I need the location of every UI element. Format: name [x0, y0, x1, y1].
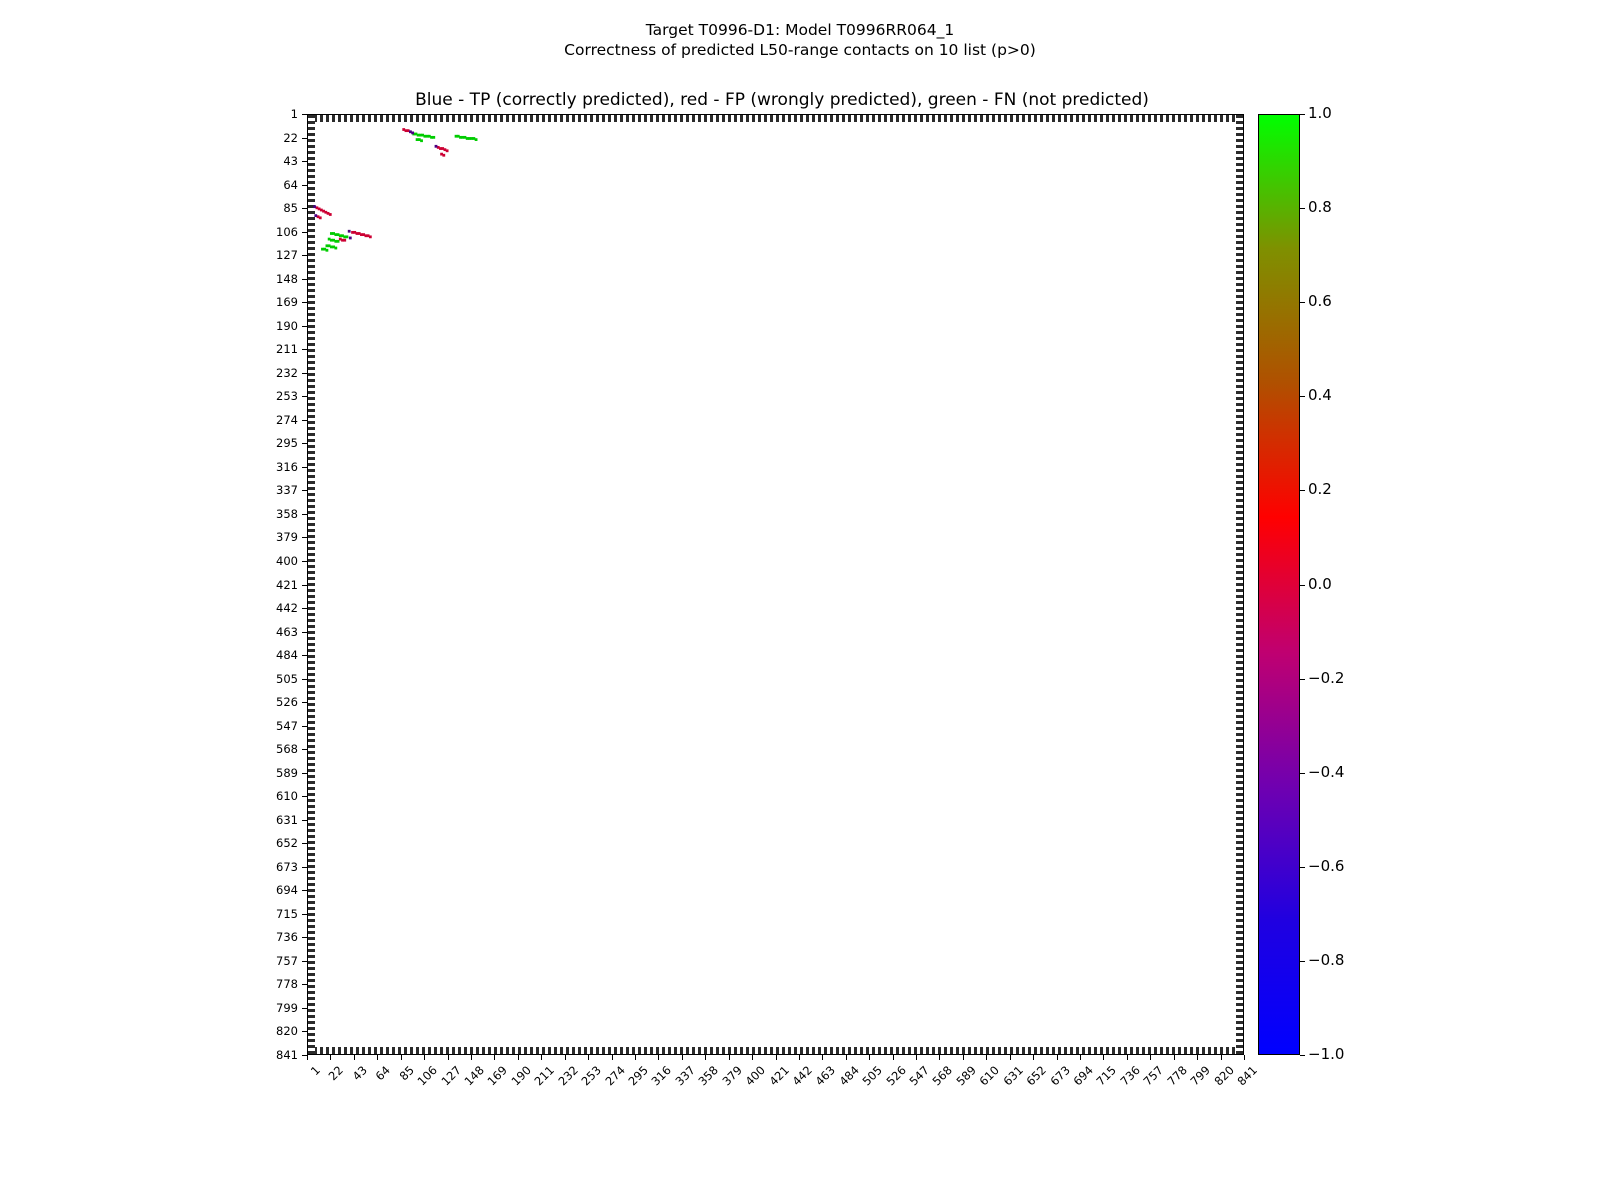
- y-tick-mark: [302, 890, 307, 891]
- figure-title-line-1: Target T0996-D1: Model T0996RR064_1: [645, 21, 955, 39]
- y-tick-label: 505: [276, 671, 298, 686]
- contact-point: [343, 239, 346, 242]
- y-tick-mark: [302, 585, 307, 586]
- y-tick-label: 442: [276, 601, 298, 616]
- x-tick-label: 43: [349, 1063, 370, 1084]
- contact-point: [475, 138, 478, 141]
- y-tick-label: 316: [276, 459, 298, 474]
- colorbar-tick-label: 0.6: [1308, 292, 1332, 311]
- colorbar-tick-label: 1.0: [1308, 104, 1332, 122]
- x-tick-label: 190: [508, 1063, 534, 1089]
- colorbar-tick-label: 0.2: [1308, 480, 1332, 499]
- contact-point: [334, 247, 337, 250]
- y-tick-mark: [302, 208, 307, 209]
- x-tick-mark: [354, 1055, 355, 1060]
- y-tick-mark: [302, 679, 307, 680]
- x-tick-label: 799: [1187, 1063, 1214, 1089]
- y-tick-label: 610: [276, 789, 298, 804]
- colorbar-tick-mark: [1300, 867, 1305, 868]
- figure-title-line-2: Correctness of predicted L50-range contacts on 10 list (p>0): [564, 41, 1036, 59]
- y-tick-mark: [302, 185, 307, 186]
- x-tick-mark: [424, 1055, 425, 1060]
- x-tick-mark: [963, 1055, 964, 1060]
- colorbar-tick-mark: [1300, 490, 1305, 491]
- x-tick-mark: [494, 1055, 495, 1060]
- colorbar-tick-label: 0.8: [1308, 198, 1332, 217]
- contact-point: [442, 154, 445, 157]
- contact-point: [313, 205, 316, 208]
- y-tick-mark: [302, 349, 307, 350]
- y-tick-mark: [302, 867, 307, 868]
- y-tick-label: 295: [276, 436, 298, 451]
- colorbar-tick-mark: [1300, 114, 1305, 115]
- x-tick-label: 505: [859, 1063, 886, 1089]
- y-tick-mark: [302, 984, 307, 985]
- x-tick-mark: [588, 1055, 589, 1060]
- x-tick-label: 253: [578, 1063, 604, 1089]
- y-tick-mark: [302, 302, 307, 303]
- x-tick-mark: [869, 1055, 870, 1060]
- contact-point: [435, 145, 438, 148]
- y-tick-mark: [302, 1008, 307, 1009]
- y-tick-label: 568: [276, 742, 298, 757]
- x-tick-mark: [705, 1055, 706, 1060]
- x-tick-mark: [1174, 1055, 1175, 1060]
- x-tick-mark: [1033, 1055, 1034, 1060]
- colorbar-tick-label: −0.2: [1308, 668, 1345, 687]
- y-tick-label: 484: [276, 648, 298, 663]
- y-tick-label: 379: [276, 530, 298, 545]
- contact-point: [411, 131, 414, 134]
- x-tick-label: 631: [1000, 1063, 1026, 1089]
- y-tick-mark: [302, 843, 307, 844]
- y-tick-mark: [302, 914, 307, 915]
- colorbar-tick-label: −0.4: [1308, 762, 1345, 781]
- x-tick-mark: [776, 1055, 777, 1060]
- y-tick-label: 274: [276, 412, 298, 427]
- colorbar-tick-label: 0.4: [1308, 386, 1332, 405]
- contact-point: [314, 214, 317, 217]
- legend-description: Blue - TP (correctly predicted), red - FP (wrongly predicted), green - FN (not predicted): [415, 90, 1149, 110]
- x-tick-mark: [729, 1055, 730, 1060]
- contact-point: [432, 136, 435, 139]
- y-tick-mark: [302, 796, 307, 797]
- series-group: [321, 133, 477, 252]
- y-tick-label: 841: [276, 1048, 298, 1062]
- colorbar-tick-label: −1.0: [1308, 1045, 1345, 1063]
- contact-point: [349, 237, 352, 240]
- y-tick-mark: [302, 279, 307, 280]
- x-tick-mark: [658, 1055, 659, 1060]
- x-tick-label: 589: [953, 1063, 979, 1089]
- contact-point: [326, 249, 329, 252]
- x-tick-label: 820: [1211, 1063, 1237, 1089]
- y-tick-mark: [302, 514, 307, 515]
- x-tick-label: 484: [836, 1063, 862, 1089]
- x-tick-mark: [682, 1055, 683, 1060]
- x-tick-label: 715: [1093, 1063, 1120, 1089]
- y-tick-label: 169: [276, 295, 298, 310]
- y-tick-mark: [302, 561, 307, 562]
- x-tick-label: 379: [719, 1063, 745, 1089]
- x-tick-mark: [1221, 1055, 1222, 1060]
- y-tick-label: 64: [283, 177, 298, 192]
- y-tick-mark: [302, 820, 307, 821]
- contact-point: [446, 149, 449, 152]
- y-tick-label: 547: [276, 718, 298, 733]
- series-group: [313, 130, 437, 239]
- colorbar-tick-mark: [1300, 1055, 1305, 1056]
- x-tick-mark: [330, 1055, 331, 1060]
- y-tick-mark: [302, 749, 307, 750]
- y-tick-label: 43: [283, 154, 298, 169]
- x-tick-mark: [1127, 1055, 1128, 1060]
- x-tick-mark: [1244, 1055, 1245, 1060]
- x-tick-mark: [1057, 1055, 1058, 1060]
- y-tick-label: 400: [276, 553, 298, 568]
- x-tick-label: 421: [765, 1063, 792, 1089]
- x-tick-mark: [1103, 1055, 1104, 1060]
- x-tick-mark: [1197, 1055, 1198, 1060]
- y-tick-label: 757: [276, 953, 298, 968]
- y-tick-mark: [302, 114, 307, 115]
- y-tick-label: 820: [276, 1024, 298, 1039]
- y-tick-label: 85: [283, 201, 298, 216]
- x-tick-mark: [846, 1055, 847, 1060]
- x-tick-label: 127: [438, 1063, 464, 1089]
- y-tick-label: 127: [276, 248, 298, 263]
- y-tick-label: 106: [276, 224, 298, 239]
- x-tick-label: 673: [1047, 1063, 1073, 1089]
- x-tick-label: 778: [1164, 1063, 1190, 1089]
- colorbar-tick-mark: [1300, 773, 1305, 774]
- x-tick-mark: [307, 1055, 308, 1060]
- colorbar-tick-label: −0.8: [1308, 950, 1345, 969]
- x-tick-mark: [752, 1055, 753, 1060]
- x-tick-mark: [1080, 1055, 1081, 1060]
- x-tick-mark: [1010, 1055, 1011, 1060]
- contact-point: [329, 213, 332, 216]
- x-tick-label: 232: [555, 1063, 581, 1089]
- colorbar-tick-mark: [1300, 208, 1305, 209]
- x-tick-label: 841: [1234, 1063, 1260, 1089]
- x-tick-label: 568: [929, 1063, 956, 1089]
- x-tick-label: 757: [1140, 1063, 1167, 1089]
- y-tick-mark: [302, 937, 307, 938]
- x-tick-mark: [471, 1055, 472, 1060]
- x-tick-label: 610: [976, 1063, 1003, 1089]
- y-tick-label: 22: [283, 130, 298, 145]
- x-tick-label: 652: [1023, 1063, 1050, 1089]
- y-tick-mark: [302, 420, 307, 421]
- y-tick-mark: [302, 537, 307, 538]
- contact-points-layer: [308, 115, 1243, 1054]
- x-tick-mark: [377, 1055, 378, 1060]
- x-tick-label: 463: [812, 1063, 839, 1089]
- y-tick-label: 589: [276, 765, 298, 780]
- x-tick-label: 211: [531, 1063, 558, 1089]
- y-tick-label: 253: [276, 389, 298, 404]
- y-tick-label: 463: [276, 624, 298, 639]
- x-tick-mark: [612, 1055, 613, 1060]
- y-tick-mark: [302, 726, 307, 727]
- x-tick-mark: [939, 1055, 940, 1060]
- x-tick-mark: [448, 1055, 449, 1060]
- x-tick-mark: [565, 1055, 566, 1060]
- y-tick-label: 673: [276, 859, 298, 874]
- y-tick-label: 799: [276, 1000, 298, 1015]
- y-tick-label: 526: [276, 695, 298, 710]
- y-tick-label: 337: [276, 483, 298, 498]
- x-tick-mark: [518, 1055, 519, 1060]
- y-tick-mark: [302, 632, 307, 633]
- y-tick-label: 736: [276, 930, 298, 945]
- contact-point: [346, 235, 349, 238]
- x-tick-label: 64: [372, 1063, 394, 1084]
- colorbar: [1258, 114, 1300, 1055]
- colorbar-tick-mark: [1300, 396, 1305, 397]
- colorbar-tick-mark: [1300, 585, 1305, 586]
- colorbar-tick-mark: [1300, 961, 1305, 962]
- contact-map-plot: [307, 114, 1244, 1055]
- x-tick-mark: [986, 1055, 987, 1060]
- colorbar-tick-label: −0.6: [1308, 856, 1345, 875]
- colorbar-tick-mark: [1300, 302, 1305, 303]
- y-tick-label: 1: [290, 107, 298, 121]
- y-tick-mark: [302, 961, 307, 962]
- colorbar-gradient: [1259, 115, 1299, 1054]
- y-tick-label: 148: [276, 271, 298, 286]
- x-tick-label: 337: [672, 1063, 698, 1089]
- x-tick-label: 295: [625, 1063, 651, 1089]
- x-tick-mark: [635, 1055, 636, 1060]
- y-tick-label: 190: [276, 318, 298, 333]
- y-tick-label: 778: [276, 977, 298, 992]
- y-tick-mark: [302, 443, 307, 444]
- x-tick-mark: [541, 1055, 542, 1060]
- x-tick-label: 106: [414, 1063, 441, 1089]
- x-tick-label: 736: [1117, 1063, 1143, 1089]
- y-tick-mark: [302, 490, 307, 491]
- x-tick-label: 148: [461, 1063, 487, 1089]
- y-tick-mark: [302, 702, 307, 703]
- y-tick-mark: [302, 373, 307, 374]
- x-tick-mark: [822, 1055, 823, 1060]
- x-tick-label: 358: [695, 1063, 722, 1089]
- x-tick-mark: [916, 1055, 917, 1060]
- y-tick-mark: [302, 655, 307, 656]
- x-tick-mark: [893, 1055, 894, 1060]
- y-tick-label: 211: [276, 342, 298, 357]
- colorbar-tick-label: 0.0: [1308, 574, 1332, 593]
- contact-point: [319, 216, 322, 219]
- x-tick-label: 85: [396, 1063, 417, 1084]
- figure-title-block: [0, 20, 1600, 60]
- y-tick-label: 232: [276, 365, 298, 380]
- y-tick-mark: [302, 396, 307, 397]
- y-tick-mark: [302, 255, 307, 256]
- x-tick-label: 547: [906, 1063, 932, 1089]
- x-tick-label: 274: [601, 1063, 628, 1089]
- y-tick-mark: [302, 138, 307, 139]
- x-tick-label: 526: [883, 1063, 909, 1089]
- x-tick-label: 400: [742, 1063, 768, 1089]
- y-tick-label: 631: [276, 812, 298, 827]
- y-tick-mark: [302, 608, 307, 609]
- contact-point: [369, 235, 372, 238]
- x-tick-mark: [1150, 1055, 1151, 1060]
- x-tick-label: 442: [789, 1063, 815, 1089]
- x-tick-label: 22: [326, 1063, 347, 1084]
- y-tick-mark: [302, 467, 307, 468]
- contact-point: [420, 139, 423, 142]
- series-group: [316, 128, 449, 241]
- y-tick-mark: [302, 161, 307, 162]
- y-tick-label: 358: [276, 506, 298, 521]
- y-tick-mark: [302, 773, 307, 774]
- y-tick-label: 421: [276, 577, 298, 592]
- y-tick-label: 652: [276, 836, 298, 851]
- x-tick-label: 316: [648, 1063, 675, 1089]
- x-tick-label: 1: [307, 1063, 323, 1079]
- y-tick-mark: [302, 1031, 307, 1032]
- x-tick-label: 169: [484, 1063, 511, 1089]
- x-tick-label: 694: [1070, 1063, 1096, 1089]
- y-tick-mark: [302, 232, 307, 233]
- y-tick-label: 694: [276, 883, 298, 898]
- y-tick-mark: [302, 326, 307, 327]
- colorbar-tick-mark: [1300, 679, 1305, 680]
- x-tick-mark: [799, 1055, 800, 1060]
- y-tick-label: 715: [276, 906, 298, 921]
- contact-point: [348, 230, 351, 233]
- x-tick-mark: [401, 1055, 402, 1060]
